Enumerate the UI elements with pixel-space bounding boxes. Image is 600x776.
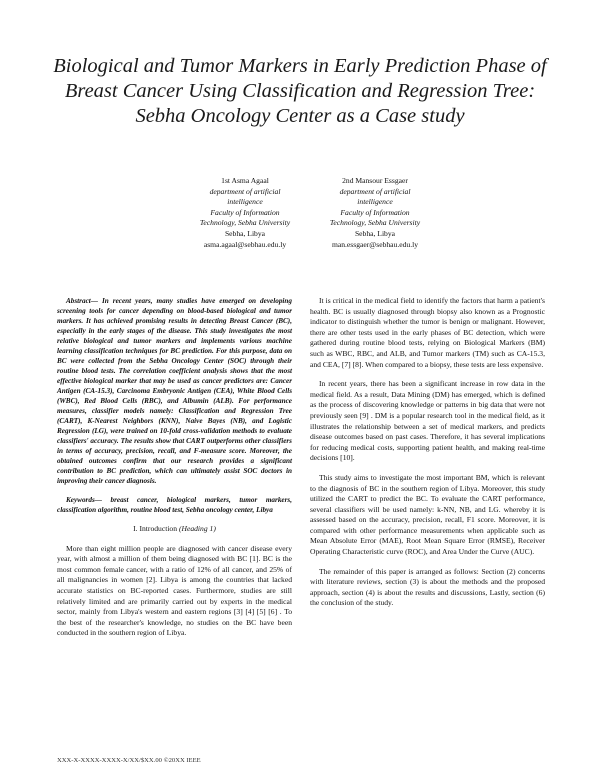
author-location: Sebha, Libya bbox=[354, 228, 396, 238]
author-department: department of artificial bbox=[209, 186, 281, 196]
author-name: 2nd Mansour Essgaer bbox=[342, 176, 408, 185]
body-paragraph-2: In recent years, there has been a significant increase in row data in the medical field. As a result, Data Mining (DM) has emerged, which is defined as the process of discovering knowledge or patterns in big data that were not previously seen [9] . DM is a popular research tool in the medical field, as it illustrates the relationship between a set of medical markers, and predicts disease outcomes based on past cases. Therefore, it has several implications for reducing medical costs, supporting patient health, and making real-time decisions [10]. bbox=[310, 379, 545, 463]
author-name: 1st Asma Agaal bbox=[221, 176, 269, 185]
abstract: Abstract— In recent years, many studies have emerged on developing screening tools for cancer depending on blood-based biological and tumor markers. It has achieved promising results in detecting Breast Cancer (BC), especially in the early stages of the disease. This study investigates the most relative biological and tumor markers and implements various machine learning classification techniques for BC prediction. For this purpose, data on BC were collected from the Sebha Oncology Center (SOC) through their routine blood tests. The correlation coefficient analysis shows that the most effective biological marker that may be used as cancer predictors are: Cancer Antigen (CA-15.3), Carcinoma Embryonic Antigen (CEA), White Blood Cells (WBC), Red Blood Cells (RBC), and Albumin (ALB). For performance measures, classifier models namely: Classification and Regression Tree (CART), K-Nearest Neighbors (KNN), Naive Bayes (NB), and Logistic Regression (LG), were trained on 10-fold cross-validation methods to evaluate classifiers' accuracy. The results show that CART outperforms other classifiers in terms of accuracy, precision, recall, and F-measure score. Moreover, the obtained outcomes confirm that our research provides a significant contribution to BC prediction, which can ultimately assist SOC doctors in improving their cancer diagnosis. bbox=[57, 297, 292, 485]
author-department-2: intelligence bbox=[357, 197, 393, 207]
section-subtitle: (Heading 1) bbox=[178, 524, 216, 533]
right-column bbox=[310, 296, 545, 618]
author-block-1 bbox=[170, 176, 320, 250]
section-heading-introduction bbox=[57, 524, 292, 535]
copyright-footer: XXX-X-XXXX-XXXX-X/XX/$XX.00 ©20XX IEEE bbox=[57, 757, 201, 764]
author-block-2 bbox=[300, 176, 450, 250]
author-faculty: Faculty of Information bbox=[210, 207, 280, 217]
author-email: asma.agaal@sebhau.edu.ly bbox=[203, 239, 287, 249]
intro-paragraph: More than eight million people are diagnosed with cancer disease every year, with almost a million of them being diagnosed with BC [1]. BC is the most common female cancer, with a ratio of 12% of all cancer, and 25% of all malignancies in women [2]. Libya is among the countries that lacked accurate statistics on BC-reported cases. Furthermore, studies are still relatively limited and are primarily carried out by experts in the medical sector, mainly from Libya's western and eastern regions [3] [4] [5] [6] . To the best of the researcher's knowledge, no studies on the BC have been conducted in the southern region of Libya. bbox=[57, 543, 292, 638]
keywords: Keywords— breast cancer, biological markers, tumor markers, classification algorithm, routine blood test, Sebha oncology center, Libya bbox=[57, 496, 292, 514]
section-name: Introduction bbox=[139, 524, 178, 533]
body-paragraph-3: This study aims to investigate the most important BM, which is relevant to the diagnosis of BC in the southern region of Libya. Moreover, this study utilized the CART to predict the BC. To evaluate the CART performance, several classifiers will be used namely: k-NN, NB, and LG. whereby it is assessed based on the accuracy, precision, recall, F1 score. Moreover, it is compared with other performance measurements when applicable such as Mean Absolute Error (MAE), Root Mean Square Error (RMSE), Receiver Operating Characteristic curve (ROC), and Area Under the Curve (AUC). bbox=[310, 472, 545, 557]
author-department: department of artificial bbox=[339, 186, 411, 196]
left-column bbox=[57, 296, 292, 648]
author-faculty-2: Technology, Sebha University bbox=[199, 218, 291, 228]
paper-title: Biological and Tumor Markers in Early Prediction Phase of Breast Cancer Using Classification and Regression Tree: Sebha Oncology Center as a Case study bbox=[53, 55, 547, 127]
author-department-2: intelligence bbox=[227, 197, 263, 207]
body-paragraph-4: The remainder of this paper is arranged as follows: Section (2) concerns with literature reviews, section (3) is about the methods and the proposed approach, section (4) is about the results and discussions, Lastly, section (6) the conclusion of the study. bbox=[310, 566, 545, 608]
author-faculty-2: Technology, Sebha University bbox=[329, 218, 421, 228]
author-email: man.essgaer@sebhau.edu.ly bbox=[331, 239, 419, 249]
author-location: Sebha, Libya bbox=[224, 228, 266, 238]
body-paragraph-1: It is critical in the medical field to identify the factors that harm a patient's health. BC is usually diagnosed through biopsy also known as a Prognostic indicator to distinguish whether the tumor is benign or malignant. However, there are other tests used in the early phases of BC detection, which were gathered during routine blood tests, relying on Biological Markers (BM) such as WBC, RBC, and ALB, and Tumor markers (TM) such as CA-15.3, and CEA, [7] [8]. When compared to a biopsy, these tests are less expensive. bbox=[310, 296, 545, 369]
section-number: I. bbox=[133, 524, 138, 533]
author-faculty: Faculty of Information bbox=[340, 207, 410, 217]
